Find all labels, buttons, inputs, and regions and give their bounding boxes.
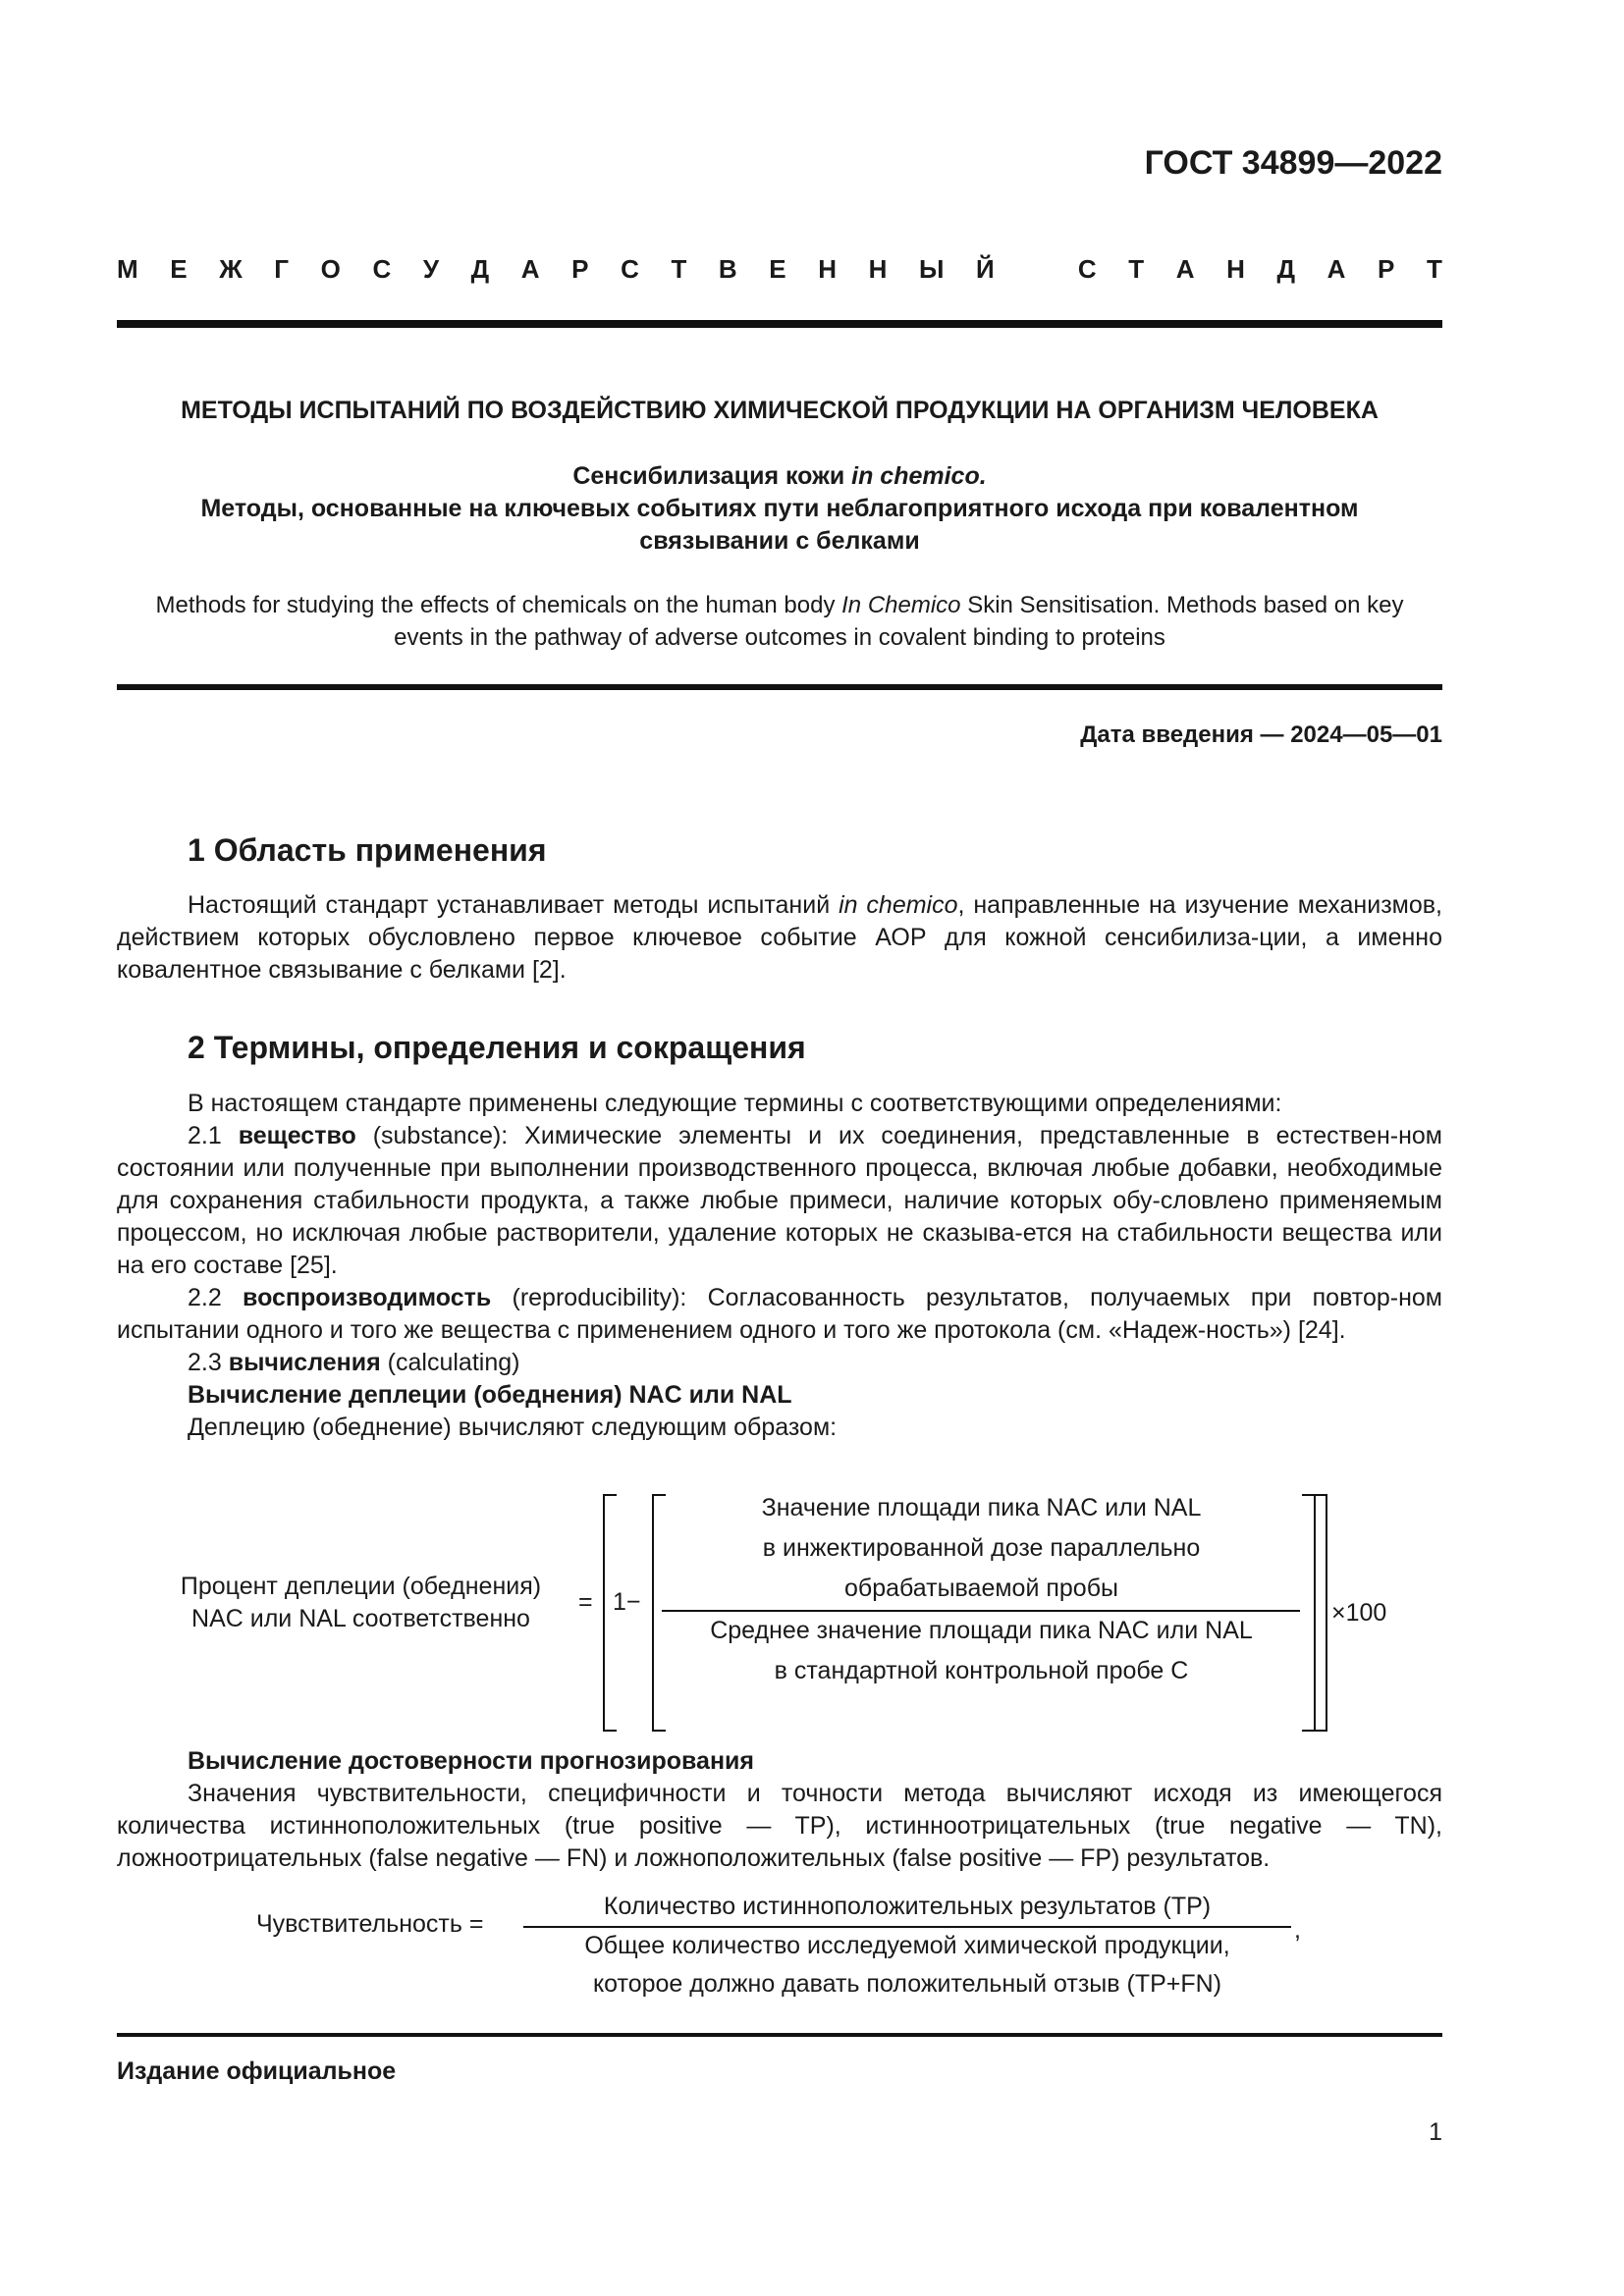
term-2-2-name: воспроизводимость (243, 1284, 492, 1311)
formula1-num-line1: Значение площади пика NAC или NAL (761, 1494, 1202, 1522)
top-rule (117, 320, 1442, 328)
subtitle-line1-b: in chemico. (851, 462, 987, 490)
main-title: МЕТОДЫ ИСПЫТАНИЙ ПО ВОЗДЕЙСТВИЮ ХИМИЧЕСКОЙ ПРОДУКЦИИ НА ОРГАНИЗМ ЧЕЛОВЕКА (181, 397, 1379, 424)
formula1-den-line1: Среднее значение площади пика NAC или NAL (710, 1617, 1253, 1644)
term-2-3-name: вычисления (228, 1349, 381, 1376)
subtitle-line1-a: Сенсибилизация кожи (572, 462, 852, 490)
spaced-title-letter: Р (1378, 254, 1395, 284)
prediction-block (117, 1745, 1442, 1875)
subtitle-line3: связывании с белками (639, 527, 920, 555)
formula2-den-line1: Общее количество исследуемой химической продукции, (584, 1932, 1230, 1959)
spaced-title-letter: Т (671, 254, 687, 284)
spaced-title-letter: А (1326, 254, 1346, 284)
intro-date: Дата введения — 2024—05—01 (1080, 721, 1442, 748)
spaced-title-letter: О (320, 254, 341, 284)
s1-text-b: in chemico (839, 891, 958, 919)
formula2-lhs-text: Чувствительность (256, 1910, 462, 1938)
formula1-equals: = (578, 1588, 593, 1616)
spaced-title-letter: Ы (918, 254, 945, 284)
formula2-den-line2: которое должно давать положительный отзыв (TP+FN) (592, 1970, 1222, 1998)
spaced-title-letter: А (1175, 254, 1195, 284)
formula2-comma: , (1294, 1916, 1301, 1944)
spaced-title-letter: Н (818, 254, 838, 284)
spaced-title-letter: У (422, 254, 440, 284)
formula1-den-line2: в стандартной контрольной пробе С (774, 1657, 1189, 1684)
spaced-title-letter: Й (976, 254, 995, 284)
formula2-numerator: Количество истинноположительных результатов (TP) (603, 1893, 1212, 1920)
english-title-line2: events in the pathway of adverse outcomes in covalent binding to proteins (394, 624, 1165, 651)
formula1-numerator (660, 1492, 1303, 1605)
bottom-rule (117, 2033, 1442, 2037)
spaced-title-letter: Н (868, 254, 888, 284)
english-title-c: Skin Sensitisation. Methods based on key (960, 592, 1404, 618)
formula2-lhs (256, 1908, 483, 1941)
term-2-3: 2.3 вычисления (calculating) (188, 1349, 520, 1376)
formula2-fraction-line (523, 1926, 1291, 1928)
formula1-lhs (147, 1571, 574, 1635)
english-title-a: Methods for studying the effects of chemicals on the human body (155, 592, 842, 618)
formula1-denominator (660, 1615, 1303, 1687)
term-2-1-name: вещество (238, 1122, 356, 1149)
depletion-heading: Вычисление деплеции (обеднения) NAC или NAL (188, 1381, 792, 1409)
official-edition-label: Издание официальное (117, 2057, 397, 2085)
s2-intro: В настоящем стандарте применены следующие термины с соответствующими определениями: (188, 1090, 1282, 1117)
spaced-title-letter: Е (769, 254, 786, 284)
spaced-title-letter: Н (1226, 254, 1245, 284)
spaced-title-gap (1026, 253, 1046, 285)
spaced-title-letter: Г (274, 254, 290, 284)
formula1-lhs-line1: Процент деплеции (обеднения) (180, 1573, 542, 1600)
standard-type-title (117, 253, 1442, 285)
prediction-text: Значения чувствительности, специфичности и точности метода вычисляют исходя из имеющегося количества истинноположительных (true positive — TP), истинноотрицательных (true negative — TN), ложноотрицательных (false negative — FN) и ложноположительных (false positive — FP) результатов. (117, 1780, 1442, 1872)
english-title-b: In Chemico (841, 592, 961, 618)
page-number: 1 (1429, 2118, 1442, 2146)
term-2-1: 2.1 вещество (substance): Химические элементы и их соединения, представленные в естествен-ном состоянии или полученные при выполнении производственного процесса, включая любые добавки, необходимые для сохранения стабильности продукта, а также любые примеси, наличие которых обу-словлено применяемым процессом, но исключая любые растворители, удаление которых не сказыва-ется на стабильности вещества или на его составе [25]. (117, 1122, 1442, 1279)
spaced-title-letter: С (372, 254, 392, 284)
formula1-one-minus: 1− (613, 1588, 641, 1616)
spaced-title-letter: С (621, 254, 639, 284)
formula2-denominator (523, 1930, 1291, 2001)
formula1-lhs-line2: NAC или NAL соответственно (191, 1605, 530, 1632)
depletion-intro: Деплецию (обеднение) вычисляют следующим образом: (188, 1414, 838, 1441)
spaced-title-letter: В (718, 254, 737, 284)
document-number: ГОСТ 34899—2022 (1144, 144, 1442, 182)
spaced-title-letter: М (117, 254, 138, 284)
subtitle (117, 460, 1442, 558)
spaced-title-letter: Т (1426, 254, 1442, 284)
spaced-title-letter: Е (170, 254, 188, 284)
s1-text-a: Настоящий стандарт устанавливает методы испытаний (188, 891, 839, 919)
term-2-2: 2.2 воспроизводимость (reproducibility): Согласованность результатов, получаемых при повтор-ном испытании одного и того же вещества с применением одного и того же протокола (см. «Надеж-ность») [24]. (117, 1284, 1442, 1344)
section2-body (117, 1088, 1442, 1444)
spaced-title-letter: Р (571, 254, 589, 284)
formula1-num-line3: обрабатываемой пробы (844, 1575, 1118, 1602)
spaced-title-letter: Д (470, 254, 490, 284)
spaced-title-letter: Д (1276, 254, 1296, 284)
spaced-title-letter: Т (1128, 254, 1145, 284)
formula1-num-line2: в инжектированной дозе параллельно (762, 1534, 1201, 1562)
english-title (117, 589, 1442, 654)
s1-text-c: , направленные на изучение механизмов, действием которых обусловлено первое ключевое событие АОР для кожной сенсибилиза-ции, а именно ковалентное связывание с белками [2]. (117, 891, 1442, 984)
section2-heading: 2 Термины, определения и сокращения (188, 1030, 806, 1065)
prediction-heading: Вычисление достоверности прогнозирования (188, 1747, 755, 1775)
formula1-fraction-line (662, 1610, 1300, 1612)
formula1-outer-right-bracket (1314, 1494, 1327, 1732)
subtitle-line2: Методы, основанные на ключевых событиях пути неблагоприятного исхода при ковалентном (200, 495, 1359, 522)
section1-heading: 1 Область применения (188, 832, 547, 868)
formula2-equals: = (468, 1910, 484, 1938)
title-rule (117, 684, 1442, 690)
section1-paragraph (117, 889, 1442, 987)
spaced-title-letter: С (1077, 254, 1097, 284)
formula1-times-100: ×100 (1331, 1599, 1387, 1627)
spaced-title-letter: А (520, 254, 540, 284)
spaced-title-letter: Ж (219, 254, 243, 284)
